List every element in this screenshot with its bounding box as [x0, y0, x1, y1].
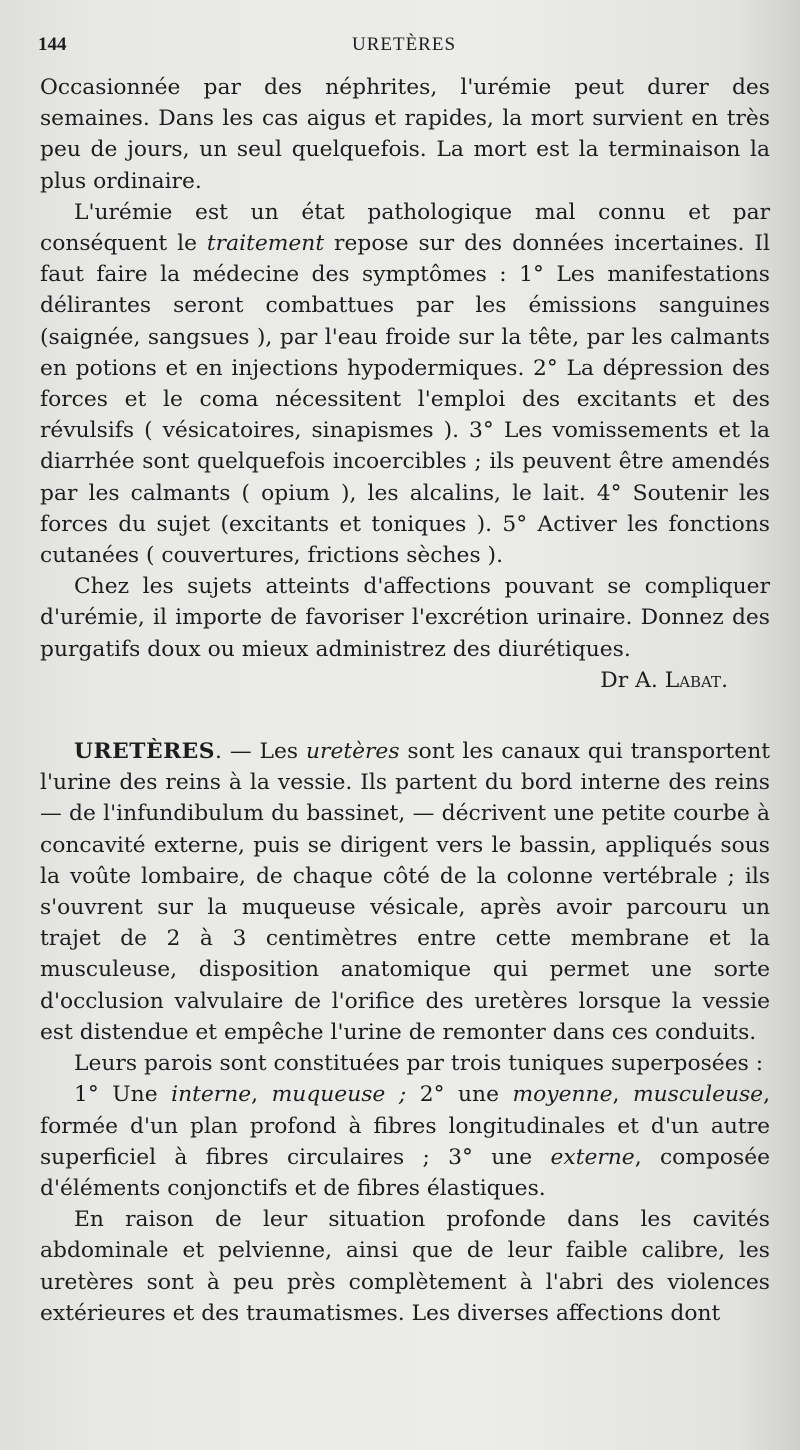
- paragraph-walls: Leurs parois sont constituées par trois tuniques superposées :: [74, 1051, 764, 1077]
- paragraph-uremie-duration: Occasionnée par des néphrites, l'urémie peut durer des semaines. Dans les cas aigus et rapides, la mort survient en très peu de jours, un seul quelquefois. La mort est la terminaison la plus ordinaire.: [40, 75, 770, 194]
- paragraph-uremie-treatment: L'urémie est un état pathologique mal connu et par conséquent le traitement repose sur des données incertaines. Il faut faire la médecine des symptômes : 1° Les manifestations délirantes seront combattues par les émissions sanguines (saignée, sangsues ), par l'eau froide sur la tête, par les calmants en potions et en injections hypodermiques. 2° La dépression des forces et le coma nécessitent l'emploi des excitants et des révulsifs ( vésicatoires, sinapismes ). 3° Les vomissements et la diarrhée sont quelquefois incoercibles ; ils peuvent être amendés par les calmants ( opium ), les alcalins, le lait. 4° Soutenir les forces du sujet (excitants et toniques ). 5° Activer les fonctions cutanées ( couvertures, frictions sèches ).: [40, 199, 770, 569]
- author-signature: Dr A. Labat.: [600, 667, 728, 693]
- emphasis-traitement: traitement: [206, 231, 325, 257]
- body-text: [40, 72, 770, 1329]
- paragraph-uremie-prevention: Chez les sujets atteints d'affections pouvant se compliquer d'urémie, il importe de favoriser l'excrétion urinaire. Donnez des purgatifs doux ou mieux administrez des diurétiques.: [40, 574, 770, 662]
- section-spacer: [40, 696, 770, 736]
- entry-heading: URETÈRES: [74, 739, 216, 765]
- page-number: 144: [38, 34, 67, 55]
- paragraph-position: En raison de leur situation profonde dans les cavités abdominale et pelvienne, ainsi que de leur faible calibre, les uretères sont à peu près complètement à l'abri des violences extérieures et des traumatismes. Les diverses affections dont: [40, 1207, 770, 1326]
- paragraph-tunics: 1° Une interne, muqueuse ; 2° une moyenne, musculeuse, formée d'un plan profond à fibres longitudinales et d'un autre superficiel à fibres circulaires ; 3° une externe, composée d'éléments conjonctifs et de fibres élastiques.: [40, 1082, 771, 1201]
- running-title: URETÈRES: [351, 34, 457, 55]
- running-header: [38, 34, 770, 62]
- emphasis-ureteres: uretères: [306, 739, 400, 765]
- entry-ureteres: URETÈRES. — Les uretères sont les canaux qui transportent l'urine des reins à la vessie. Ils partent du bord interne des reins — de l'infundibulum du bassinet, — décrivent une petite courbe à concavité externe, puis se dirigent vers le bassin, appliqués sous la voûte lombaire, de chaque côté de la colonne vertébrale ; ils s'ouvrent sur la muqueuse vésicale, après avoir parcouru un trajet de 2 à 3 centimètres entre cette membrane et la musculeuse, disposition anatomique qui permet une sorte d'occlusion valvulaire de l'orifice des uretères lorsque la vessie est distendue et empêche l'urine de remonter dans ces conduits.: [40, 739, 770, 1045]
